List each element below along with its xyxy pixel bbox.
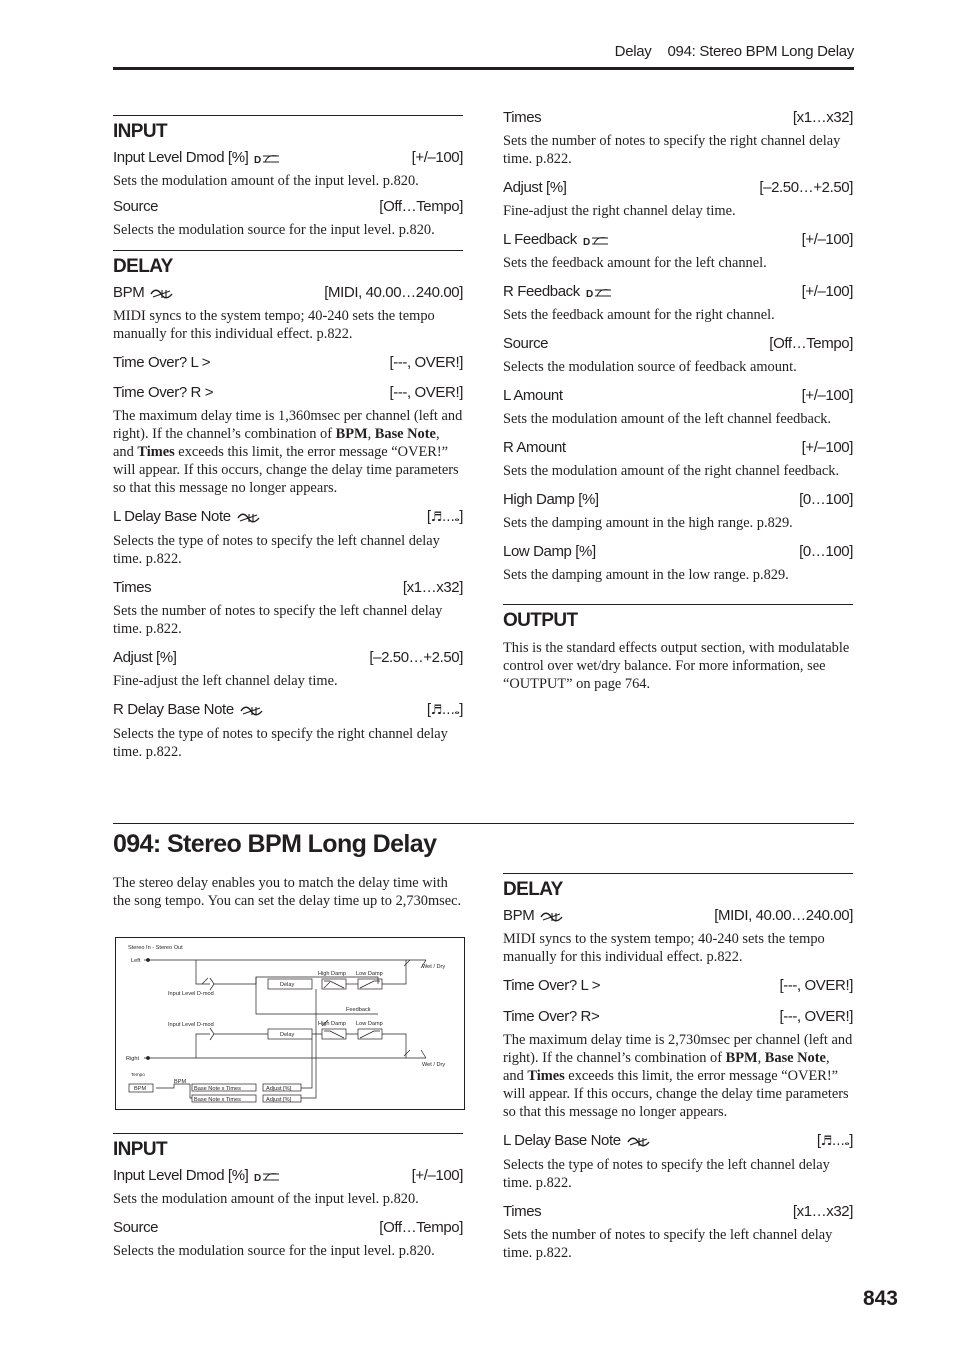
diagram-adjust-1: Adjust [%] <box>266 1086 292 1092</box>
param-desc: Sets the number of notes to specify the left channel delay time. p.822. <box>113 603 443 637</box>
param-name: Times <box>503 109 542 126</box>
param-name: BPM <box>113 284 145 301</box>
diagram-high-damp-l: High Damp <box>318 971 346 977</box>
diagram-delay-l: Delay <box>280 982 295 988</box>
param-range: [Off…Tempo] <box>379 198 463 215</box>
param-range: [x1…x32] <box>402 579 463 596</box>
param-desc: Selects the type of notes to specify the left channel delay time. p.822. <box>113 533 440 567</box>
param-times-2 <box>503 1203 853 1221</box>
param-range: [0…100] <box>799 543 853 560</box>
param-low-damp <box>503 543 853 561</box>
param-range: [x1…x32] <box>792 1203 853 1220</box>
param-name: Time Over? R> <box>503 1008 600 1025</box>
param-desc: Sets the number of notes to specify the right channel delay time. p.822. <box>503 133 841 167</box>
dmod-icon <box>254 153 280 165</box>
param-name: Times <box>113 579 152 596</box>
param-adjust-r <box>503 179 853 197</box>
signal-flow-diagram <box>115 937 465 1110</box>
param-range: [+/–100] <box>801 283 853 300</box>
param-name: Times <box>503 1203 542 1220</box>
param-r-amount <box>503 439 853 457</box>
param-name: High Damp [%] <box>503 491 599 508</box>
param-desc: Sets the feedback amount for the right channel. <box>503 307 775 323</box>
header-section: Delay <box>614 43 652 60</box>
param-source-2 <box>113 1219 463 1237</box>
param-name: Adjust [%] <box>113 649 177 666</box>
diagram-base-note-1: Base Note x Times <box>194 1086 241 1092</box>
param-l-amount <box>503 387 853 405</box>
output-desc: This is the standard effects output section, with modulatable control over wet/dry balance. For more information, see “OUTPUT” on page 764. <box>503 640 850 692</box>
param-l-delay-base-note <box>113 508 463 527</box>
param-time-over-r <box>113 384 463 402</box>
param-name: L Amount <box>503 387 563 404</box>
diagram-adjust-2: Adjust [%] <box>266 1097 292 1103</box>
param-desc: Sets the modulation amount of the input level. p.820. <box>113 173 419 189</box>
param-range: [♬…𝅝] <box>426 701 463 718</box>
param-desc: Sets the modulation amount of the left channel feedback. <box>503 411 832 427</box>
section-title-delay: DELAY <box>113 250 463 278</box>
param-bpm-2 <box>503 907 853 925</box>
param-name: Adjust [%] <box>503 179 567 196</box>
dmod-icon <box>586 287 612 299</box>
time-over-desc: The maximum delay time is 1,360msec per channel (left and right). If the channel’s combination of BPM, Base Note, and Times exceeds this limit, the error message “OVER!” will appear. If this occurs, change the delay time parameters so that this message no longer appears. <box>113 408 463 496</box>
param-range: [♬…𝅝] <box>816 1132 853 1149</box>
param-range: [---, OVER!] <box>779 1008 853 1025</box>
param-range: [x1…x32] <box>792 109 853 126</box>
diagram-title: Stereo In - Stereo Out <box>128 945 183 951</box>
param-time-over-l-2 <box>503 977 853 995</box>
tempo-icon <box>540 911 564 923</box>
param-range: [0…100] <box>799 491 853 508</box>
param-input-level-dmod-2 <box>113 1167 463 1185</box>
time-over-desc-2: The maximum delay time is 2,730msec per channel (left and right). If the channel’s combination of BPM, Base Note, and Times exceeds this limit, the error message “OVER!” will appear. If this occurs, change the delay time parameters so that this message no longer appears. <box>503 1032 853 1120</box>
diagram-low-damp-l: Low Damp <box>356 971 383 977</box>
param-range: [+/–100] <box>801 387 853 404</box>
param-input-level-dmod <box>113 149 463 167</box>
diagram-bpm: BPM <box>174 1079 187 1085</box>
param-range: [+/–100] <box>801 439 853 456</box>
param-name: L Feedback <box>503 231 577 248</box>
section-title-output: OUTPUT <box>503 604 853 632</box>
param-desc: MIDI syncs to the system tempo; 40-240 sets the tempo manually for this individual effect. p.822. <box>113 308 435 342</box>
param-range: [Off…Tempo] <box>769 335 853 352</box>
param-range: [---, OVER!] <box>389 384 463 401</box>
param-r-delay-base-note <box>113 701 463 720</box>
param-name: Time Over? L > <box>503 977 601 994</box>
param-desc: Selects the modulation source for the input level. p.820. <box>113 222 435 238</box>
param-name: Source <box>113 1219 159 1236</box>
param-range: [---, OVER!] <box>389 354 463 371</box>
param-r-feedback <box>503 283 853 301</box>
tempo-icon <box>237 512 261 524</box>
top-right-column <box>503 101 853 693</box>
param-desc: Sets the modulation amount of the right channel feedback. <box>503 463 840 479</box>
diagram-input-dmod-r: Input Level D-mod <box>168 1022 214 1028</box>
param-adjust <box>113 649 463 667</box>
param-name: R Delay Base Note <box>113 701 234 718</box>
header-title: 094: Stereo BPM Long Delay <box>667 43 854 60</box>
param-desc: Sets the modulation amount of the input level. p.820. <box>113 1191 419 1207</box>
param-name: Low Damp [%] <box>503 543 596 560</box>
param-desc: Sets the damping amount in the low range. p.829. <box>503 567 789 583</box>
param-range: [---, OVER!] <box>779 977 853 994</box>
diagram-wet-dry-l: Wet / Dry <box>422 964 446 970</box>
bottom-left-column <box>113 1133 463 1260</box>
param-desc: Selects the type of notes to specify the right channel delay time. p.822. <box>113 726 448 760</box>
diagram-right-label: Right <box>126 1056 140 1062</box>
diagram-low-damp-r: Low Damp <box>356 1021 383 1027</box>
param-times <box>113 579 463 597</box>
param-range: [+/–100] <box>801 231 853 248</box>
section-title-delay-2: DELAY <box>503 873 853 901</box>
param-range: [Off…Tempo] <box>379 1219 463 1236</box>
param-range: [–2.50…+2.50] <box>369 649 463 666</box>
param-desc: Fine-adjust the right channel delay time. <box>503 203 736 219</box>
param-desc: Sets the feedback amount for the left channel. <box>503 255 767 271</box>
tempo-icon <box>150 288 174 300</box>
tempo-icon <box>240 705 264 717</box>
param-range: [–2.50…+2.50] <box>759 179 853 196</box>
param-name: L Delay Base Note <box>113 508 231 525</box>
param-desc: MIDI syncs to the system tempo; 40-240 sets the tempo manually for this individual effect. p.822. <box>503 931 825 965</box>
param-desc: Fine-adjust the left channel delay time. <box>113 673 338 689</box>
param-name: R Feedback <box>503 283 580 300</box>
dmod-icon <box>583 235 609 247</box>
param-range: [MIDI, 40.00…240.00] <box>714 907 853 924</box>
param-name: Source <box>503 335 549 352</box>
param-high-damp <box>503 491 853 509</box>
section-title-input: INPUT <box>113 115 463 143</box>
diagram-wet-dry-r: Wet / Dry <box>422 1062 446 1068</box>
section-title-input-2: INPUT <box>113 1133 463 1161</box>
param-times-r <box>503 109 853 127</box>
top-left-column <box>113 115 463 761</box>
bottom-right-column <box>503 873 853 1262</box>
param-range: [MIDI, 40.00…240.00] <box>324 284 463 301</box>
diagram-bpm-box: BPM <box>134 1086 147 1092</box>
effect-divider <box>113 823 854 824</box>
param-time-over-r-2 <box>503 1008 853 1026</box>
param-name: Input Level Dmod [%] <box>113 149 249 166</box>
param-name: L Delay Base Note <box>503 1132 621 1149</box>
param-desc: Selects the modulation source of feedback amount. <box>503 359 797 375</box>
diagram-delay-r: Delay <box>280 1032 295 1038</box>
param-name: BPM <box>503 907 535 924</box>
param-name: R Amount <box>503 439 566 456</box>
param-range: [♬…𝅝] <box>426 508 463 525</box>
param-l-feedback <box>503 231 853 249</box>
tempo-icon <box>627 1136 651 1148</box>
param-name: Source <box>113 198 159 215</box>
param-desc: Selects the type of notes to specify the left channel delay time. p.822. <box>503 1157 830 1191</box>
dmod-icon <box>254 1171 280 1183</box>
diagram-input-dmod-l: Input Level D-mod <box>168 991 214 997</box>
param-range: [+/–100] <box>411 149 463 166</box>
param-l-delay-base-note-2 <box>503 1132 853 1151</box>
diagram-feedback: Feedback <box>346 1007 371 1013</box>
param-time-over-l <box>113 354 463 372</box>
param-name: Time Over? R > <box>113 384 214 401</box>
param-source-fb <box>503 335 853 353</box>
param-name: Time Over? L > <box>113 354 211 371</box>
param-desc: Selects the modulation source for the input level. p.820. <box>113 1243 435 1259</box>
param-desc: Sets the damping amount in the high range. p.829. <box>503 515 793 531</box>
param-range: [+/–100] <box>411 1167 463 1184</box>
page-header <box>113 40 854 70</box>
page-number: 843 <box>862 1287 898 1310</box>
diagram-base-note-2: Base Note x Times <box>194 1097 241 1103</box>
diagram-tempo: Tempo <box>131 1072 145 1077</box>
effect-intro: The stereo delay enables you to match the delay time with the song tempo. You can set the delay time up to 2,730msec. <box>113 875 462 909</box>
param-source <box>113 198 463 216</box>
effect-title: 094: Stereo BPM Long Delay <box>113 830 437 858</box>
diagram-left-label: Left <box>131 958 141 964</box>
param-name: Input Level Dmod [%] <box>113 1167 249 1184</box>
diagram-high-damp-r: High Damp <box>318 1021 346 1027</box>
param-desc: Sets the number of notes to specify the left channel delay time. p.822. <box>503 1227 833 1261</box>
param-bpm <box>113 284 463 302</box>
